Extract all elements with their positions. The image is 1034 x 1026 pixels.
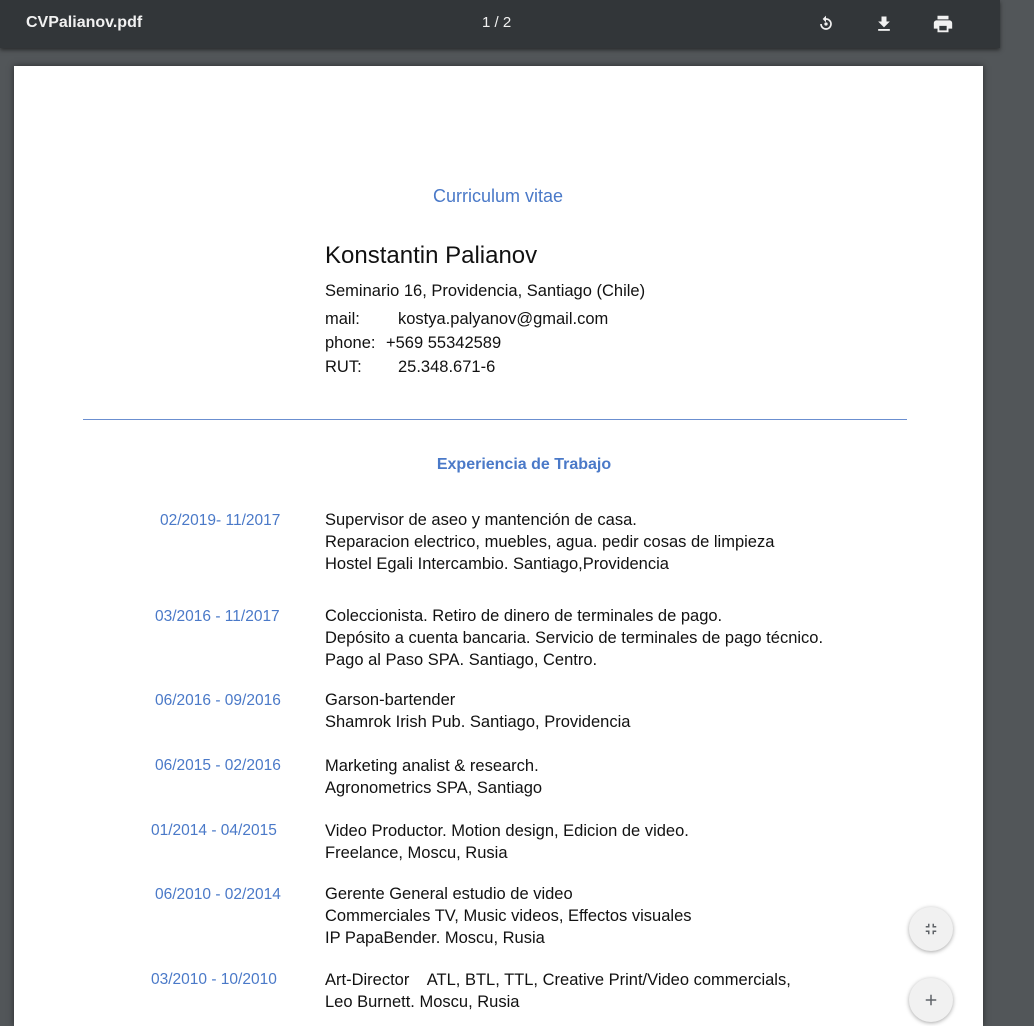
fit-to-page-icon	[922, 920, 940, 938]
candidate-name: Konstantin Palianov	[325, 242, 538, 269]
job-description	[325, 689, 630, 733]
job-description	[325, 820, 689, 864]
contact-rut	[325, 358, 496, 377]
job-line: Shamrok Irish Pub. Santiago, Providencia	[325, 713, 631, 731]
job-dates: 02/2019- 11/2017	[160, 512, 281, 529]
contact-label: phone:	[325, 334, 376, 352]
rotate-icon	[816, 14, 836, 34]
pdf-toolbar	[0, 0, 1000, 48]
job-description	[325, 605, 823, 671]
job-dates: 06/2016 - 09/2016	[155, 692, 281, 709]
job-line: Freelance, Moscu, Rusia	[325, 844, 508, 862]
pdf-viewer[interactable]	[0, 48, 1000, 1011]
job-line: Video Productor. Motion design, Edicion de video.	[325, 822, 689, 840]
job-line: Art-Director ATL, BTL, TTL, Creative Print/Video commercials,	[325, 971, 791, 989]
zoom-in-icon	[922, 991, 940, 1009]
job-line: Leo Burnett. Moscu, Rusia	[325, 993, 520, 1011]
job-line: Commerciales TV, Music videos, Effectos visuales	[325, 907, 692, 925]
job-line: Pago al Paso SPA. Santiago, Centro.	[325, 651, 598, 669]
zoom-in-button[interactable]	[909, 978, 953, 1022]
download-button[interactable]	[868, 8, 900, 40]
job-dates: 01/2014 - 04/2015	[151, 822, 277, 839]
job-line: Reparacion electrico, muebles, agua. pedir cosas de limpieza	[325, 533, 775, 551]
job-dates: 03/2010 - 10/2010	[151, 971, 277, 988]
contact-mail	[325, 310, 609, 329]
contact-label: mail:	[325, 310, 360, 328]
contact-label: RUT:	[325, 358, 362, 376]
job-dates: 06/2015 - 02/2016	[155, 757, 281, 774]
job-line: Agronometrics SPA, Santiago	[325, 779, 543, 797]
page-indicator: 1 / 2	[482, 14, 512, 31]
job-line: Garson-bartender	[325, 691, 456, 709]
job-description	[325, 969, 791, 1013]
job-line: Gerente General estudio de video	[325, 885, 573, 903]
rotate-button[interactable]	[810, 8, 842, 40]
contact-phone	[325, 334, 502, 353]
download-icon	[874, 14, 894, 34]
job-line: Supervisor de aseo y mantención de casa.	[325, 511, 637, 529]
job-line: Depósito a cuenta bancaria. Servicio de terminales de pago técnico.	[325, 629, 824, 647]
cv-heading: Curriculum vitae	[432, 186, 564, 206]
contact-value: +569 55342589	[386, 334, 502, 352]
job-description	[325, 509, 774, 575]
fit-to-page-button[interactable]	[909, 907, 953, 951]
job-description	[325, 883, 692, 949]
document-title: CVPalianov.pdf	[26, 14, 143, 31]
section-title: Experiencia de Trabajo	[436, 456, 612, 473]
print-button[interactable]	[927, 8, 959, 40]
print-icon	[932, 13, 954, 35]
job-description	[325, 755, 542, 799]
job-line: Hostel Egali Intercambio. Santiago,Providencia	[325, 555, 669, 573]
contact-value: 25.348.671-6	[398, 358, 496, 376]
pdf-page	[14, 66, 983, 1026]
job-line: IP PapaBender. Moscu, Rusia	[325, 929, 545, 947]
section-divider	[83, 419, 907, 420]
contact-value: kostya.palyanov@gmail.com	[398, 310, 609, 328]
candidate-address: Seminario 16, Providencia, Santiago (Chile)	[325, 282, 646, 300]
job-dates: 06/2010 - 02/2014	[155, 886, 281, 903]
job-dates: 03/2016 - 11/2017	[155, 608, 280, 625]
job-line: Coleccionista. Retiro de dinero de terminales de pago.	[325, 607, 723, 625]
job-line: Marketing analist & research.	[325, 757, 539, 775]
